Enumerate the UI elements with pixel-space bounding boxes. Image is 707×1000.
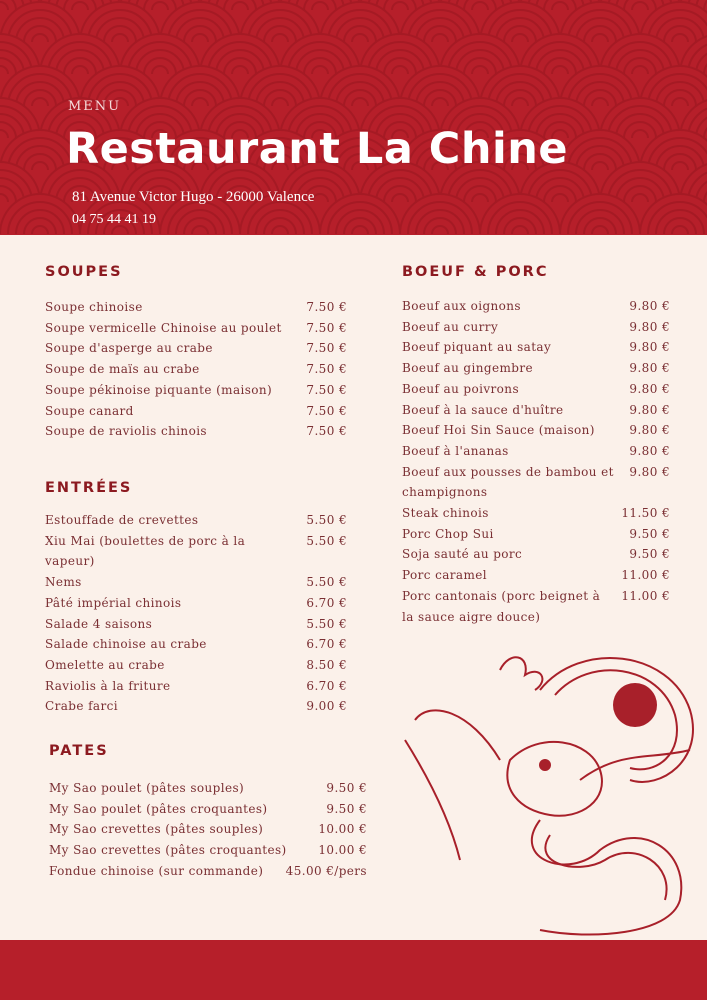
wave-arc xyxy=(632,2,648,10)
wave-arc xyxy=(232,66,248,74)
wave-arc xyxy=(72,66,88,74)
list-soupes xyxy=(45,297,347,442)
menu-item-price: 7.50 € xyxy=(306,320,347,335)
menu-item-name: Soupe de maïs au crabe xyxy=(45,362,200,377)
section-title-soupes: SOUPES xyxy=(45,264,123,280)
menu-item-name: Soupe chinoise xyxy=(45,300,143,314)
menu-item-name: Soupe canard xyxy=(45,403,134,418)
menu-item-price: 6.70 € xyxy=(306,637,347,652)
wave-arc xyxy=(632,194,648,202)
menu-item-name: Salade chinoise au crabe xyxy=(45,637,207,652)
menu-item-price: 7.50 € xyxy=(306,382,347,397)
restaurant-title: Restaurant La Chine xyxy=(66,124,568,174)
wave-arc xyxy=(392,66,408,74)
wave-arc xyxy=(192,98,208,106)
footer-band xyxy=(0,940,707,1000)
menu-item xyxy=(45,593,347,614)
wave-arc xyxy=(672,98,688,106)
menu-item-name: Omelette au crabe xyxy=(45,657,165,672)
menu-item-price: 10.00 € xyxy=(318,822,367,837)
menu-item-price: 11.50 € xyxy=(621,506,670,521)
wave-arc xyxy=(32,98,48,106)
menu-item-name: Soupe de raviolis chinois xyxy=(45,424,207,439)
wave-arc xyxy=(32,226,48,234)
menu-item xyxy=(45,676,347,697)
wave-arc xyxy=(512,34,528,42)
wave-arc xyxy=(512,98,528,106)
menu-item xyxy=(402,441,670,462)
menu-item-name: Boeuf à l'ananas xyxy=(402,443,509,458)
menu-item xyxy=(45,531,347,572)
menu-item-price: 9.50 € xyxy=(629,526,670,541)
wave-arc xyxy=(352,34,368,42)
menu-item xyxy=(402,462,670,503)
wave-arc xyxy=(592,162,608,170)
wave-arc xyxy=(152,66,168,74)
menu-item-price: 6.70 € xyxy=(306,678,347,693)
menu-item-price: 9.80 € xyxy=(629,423,670,438)
menu-item-name: Estouffade de crevettes xyxy=(45,513,199,527)
menu-item-price: 5.50 € xyxy=(306,513,347,527)
wave-arc xyxy=(552,194,568,202)
menu-label: MENU xyxy=(68,99,122,114)
menu-item xyxy=(49,819,367,840)
menu-item-price: 45.00 €/pers xyxy=(285,863,367,878)
menu-item xyxy=(45,297,347,318)
menu-item-name: My Sao poulet (pâtes souples) xyxy=(49,781,245,795)
menu-item xyxy=(49,861,367,882)
wave-arc xyxy=(672,162,688,170)
section-title-pates: PATES xyxy=(49,743,109,759)
menu-item xyxy=(45,510,347,531)
menu-item xyxy=(49,778,367,799)
menu-item-price: 7.50 € xyxy=(306,341,347,356)
wave-arc xyxy=(432,98,448,106)
menu-item-price: 9.80 € xyxy=(629,361,670,376)
menu-item-name: Xiu Mai (boulettes de porc à la vapeur) xyxy=(45,533,246,569)
wave-arc xyxy=(32,34,48,42)
menu-item-name: Boeuf à la sauce d'huître xyxy=(402,402,564,417)
wave-arc xyxy=(152,2,168,10)
menu-item-price: 9.50 € xyxy=(326,781,367,795)
dragon-illustration xyxy=(390,650,707,940)
menu-item-price: 9.80 € xyxy=(629,319,670,334)
wave-arc xyxy=(112,34,128,42)
wave-arc xyxy=(552,66,568,74)
wave-arc xyxy=(352,98,368,106)
menu-item-name: Boeuf au gingembre xyxy=(402,361,533,376)
menu-item-name: Raviolis à la friture xyxy=(45,678,171,693)
menu-item-price: 9.50 € xyxy=(629,547,670,562)
wave-arc xyxy=(632,66,648,74)
wave-arc xyxy=(472,2,488,10)
menu-item-name: Boeuf Hoi Sin Sauce (maison) xyxy=(402,423,595,438)
menu-item-price: 8.50 € xyxy=(306,657,347,672)
wave-arc xyxy=(592,226,608,234)
address: 81 Avenue Victor Hugo - 26000 Valence xyxy=(72,189,315,205)
menu-item-name: Boeuf aux oignons xyxy=(402,299,521,313)
menu-item-name: My Sao crevettes (pâtes souples) xyxy=(49,822,264,837)
wave-arc xyxy=(392,194,408,202)
menu-item-name: Nems xyxy=(45,575,82,590)
list-entrees xyxy=(45,510,347,717)
menu-item-name: My Sao poulet (pâtes croquantes) xyxy=(49,801,268,816)
menu-item xyxy=(402,379,670,400)
list-boeuf-porc xyxy=(402,296,670,627)
menu-item-name: Soupe d'asperge au crabe xyxy=(45,341,213,356)
menu-item-name: Boeuf aux pousses de bambou et champignons xyxy=(402,464,614,500)
wave-arc xyxy=(272,226,288,234)
menu-item xyxy=(45,614,347,635)
menu-item xyxy=(402,544,670,565)
menu-item-price: 5.50 € xyxy=(306,616,347,631)
menu-item xyxy=(49,799,367,820)
menu-item-name: Porc Chop Sui xyxy=(402,526,494,541)
menu-item-price: 7.50 € xyxy=(306,403,347,418)
menu-item-price: 9.50 € xyxy=(326,801,367,816)
wave-arc xyxy=(592,34,608,42)
menu-item-price: 6.70 € xyxy=(306,595,347,610)
menu-item-price: 5.50 € xyxy=(306,575,347,590)
menu-item-price: 9.80 € xyxy=(629,340,670,355)
menu-item xyxy=(402,420,670,441)
menu-item xyxy=(45,655,347,676)
menu-item xyxy=(402,358,670,379)
menu-item xyxy=(49,840,367,861)
menu-item-price: 9.00 € xyxy=(306,699,347,714)
menu-item-price: 7.50 € xyxy=(306,362,347,377)
menu-item-price: 10.00 € xyxy=(318,843,367,858)
wave-arc xyxy=(32,162,48,170)
menu-item-price: 5.50 € xyxy=(306,533,347,548)
wave-arc xyxy=(432,34,448,42)
wave-arc xyxy=(72,2,88,10)
wave-arc xyxy=(592,98,608,106)
wave-arc xyxy=(192,34,208,42)
menu-item xyxy=(45,401,347,422)
section-title-entrees: ENTRÉES xyxy=(45,480,133,496)
wave-arc xyxy=(272,98,288,106)
menu-item xyxy=(45,359,347,380)
menu-item-name: Pâté impérial chinois xyxy=(45,595,182,610)
menu-item-name: Steak chinois xyxy=(402,506,489,521)
menu-item-price: 9.80 € xyxy=(629,402,670,417)
menu-item xyxy=(45,338,347,359)
wave-arc xyxy=(552,2,568,10)
menu-item-price: 9.80 € xyxy=(629,443,670,458)
menu-item xyxy=(45,696,347,717)
menu-item-price: 7.50 € xyxy=(306,424,347,439)
menu-item xyxy=(402,296,670,317)
wave-arc xyxy=(272,34,288,42)
menu-item-price: 7.50 € xyxy=(306,300,347,314)
menu-item-name: Boeuf piquant au satay xyxy=(402,340,552,355)
menu-item-price: 11.00 € xyxy=(621,568,670,583)
menu-item-price: 9.80 € xyxy=(629,381,670,396)
wave-arc xyxy=(672,226,688,234)
menu-item xyxy=(402,337,670,358)
menu-item-price: 9.80 € xyxy=(629,464,670,479)
list-pates xyxy=(49,778,367,882)
menu-item-name: Soja sauté au porc xyxy=(402,547,523,562)
wave-arc xyxy=(192,226,208,234)
menu-item-name: My Sao crevettes (pâtes croquantes) xyxy=(49,843,287,858)
section-title-boeuf-porc: BOEUF & PORC xyxy=(402,264,549,280)
wave-arc xyxy=(312,2,328,10)
menu-item xyxy=(45,634,347,655)
menu-item xyxy=(45,380,347,401)
menu-item xyxy=(402,503,670,524)
menu-item-name: Salade 4 saisons xyxy=(45,616,153,631)
menu-item-name: Soupe vermicelle Chinoise au poulet xyxy=(45,320,282,335)
wave-arc xyxy=(392,2,408,10)
wave-arc xyxy=(632,130,648,138)
menu-item-price: 11.00 € xyxy=(621,588,670,603)
menu-item xyxy=(402,524,670,545)
wave-arc xyxy=(312,194,328,202)
wave-arc xyxy=(672,34,688,42)
menu-item xyxy=(402,565,670,586)
wave-arc xyxy=(432,226,448,234)
menu-item-name: Crabe farci xyxy=(45,699,118,714)
menu-item-name: Porc caramel xyxy=(402,568,487,583)
wave-arc xyxy=(472,194,488,202)
menu-item xyxy=(45,572,347,593)
wave-arc xyxy=(232,2,248,10)
menu-item xyxy=(402,586,670,627)
menu-item xyxy=(402,317,670,338)
wave-arc xyxy=(472,66,488,74)
wave-arc xyxy=(512,226,528,234)
menu-item-name: Soupe pékinoise piquante (maison) xyxy=(45,382,273,397)
menu-item-name: Fondue chinoise (sur commande) xyxy=(49,863,264,878)
menu-item xyxy=(45,318,347,339)
wave-arc xyxy=(352,226,368,234)
header-banner xyxy=(0,0,707,235)
menu-item-name: Boeuf au curry xyxy=(402,319,499,334)
wave-arc xyxy=(312,66,328,74)
menu-item xyxy=(45,421,347,442)
phone-number: 04 75 44 41 19 xyxy=(72,212,156,227)
menu-item xyxy=(402,400,670,421)
menu-item-name: Boeuf au poivrons xyxy=(402,381,519,396)
menu-item-price: 9.80 € xyxy=(629,299,670,313)
menu-item-name: Porc cantonais (porc beignet à la sauce aigre douce) xyxy=(402,588,601,624)
